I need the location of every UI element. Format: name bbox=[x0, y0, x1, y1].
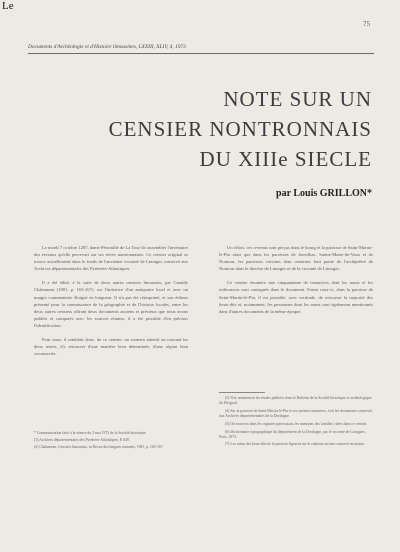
footnote-rule bbox=[219, 392, 265, 393]
left-paragraph: Pour nous, il semblait donc, de ce censier, un examen attentif en ouvrant les deux textes, d'y retrouver d'une manière bien déterminée, d'une région bien circonscrite. bbox=[34, 337, 188, 357]
right-footnotes bbox=[219, 396, 373, 450]
right-paragraph: Un effort, ces revenus sont perçus dans le bourg et la paroisse de Saint-Martin-le-Pin ainsi que dans les paroisses de Javerlhac, Sainte-Marie-de-Vaux et de Nontron, les paroisses voisines dont certaines font partie de l'archiprêtré de Nontron dans le diocèse de Limoges et de la vicomté de Limoges. bbox=[219, 245, 373, 272]
footnote: (1) Archives départementales des Pyrénées-Atlantiques, E 649. bbox=[34, 438, 130, 443]
title-line-2: CENSIER NONTRONNAIS bbox=[108, 117, 372, 141]
left-paragraph: Le mardi 7 octobre 1287, dame Pétronille de La Tour fit rassembler l'inventaire des revenus qu'elle percevait sur ses terres nontronnaises. Ce censier original se trouve actuellement dans le fonds de l'ancienne vicomté de Limoges conservé aux Archives départementales des Pyrénées-Atlantiques. bbox=[34, 245, 188, 272]
author-line: par Louis GRILLON* bbox=[276, 188, 372, 199]
footnote: (7) Les noms des lieux-dits de la paroisse figurent sur le cadastre ancien conservé en mairie. bbox=[225, 442, 366, 447]
article-title bbox=[109, 84, 372, 174]
header-rule bbox=[28, 53, 374, 54]
footnote: * Communication faite à la séance du 2 mai 1973 de la Société historique. bbox=[34, 431, 147, 435]
right-paragraph: Ce censier énumère une cinquantaine de tenanciers dont les noms et les redevances sont consignés dans le document. Parmi ceux-ci, dans la paroisse de Saint-Martin-le-Pin, il est possible, avec certitude, de retrouver la majorité des lieux-dits et, notamment, les personnes dont les noms sont également mentionnés dans d'autres documents de la même époque. bbox=[219, 280, 373, 314]
footnote: (6) Dictionnaire topographique du département de la Dordogne, par le vicomte de Gourgues, Paris, 1873. bbox=[219, 429, 366, 439]
corner-mark: Le bbox=[2, 0, 14, 12]
footnote: (3) Voir notamment les études publiées dans le Bulletin de la Société historique et archéologique du Périgord. bbox=[219, 396, 372, 406]
page-number: 75 bbox=[363, 20, 370, 28]
footnote: (2) Chabaneau, Censiers limousins, in Revue des langues romanes, 1881, p. 163-167. bbox=[34, 445, 164, 450]
title-line-3: DU XIIIe SIECLE bbox=[199, 147, 372, 171]
left-paragraph: Il a été édité, à la suite de deux autres censiers limousins, par Camille Chabaneau (1881, p. 163-167), sur l'initiative d'un antiquaire local et avec un maigre commentaire éloigné en longueur. Il n'a pas été réimprimé, et son éditeur présenté pour la connaissance de la géographie et de l'histoire locales, entre les deux autres censiers offrant deux documents anciens et précieux que nous avons publiés et comparés avec les sources réunies, il a été possible d'en préciser l'identification. bbox=[34, 280, 188, 328]
footnote: (4) Sur la paroisse de Saint-Martin-le-Pin et ses anciens tenanciers, voir les documents conservés aux Archives départementales de la Dordogne. bbox=[219, 408, 373, 419]
left-footnotes bbox=[34, 431, 188, 453]
running-header: Documents d'Archéologie et d'Histoire limousines, LXXIII, XLIV, 4, 1973 bbox=[28, 44, 186, 50]
left-column bbox=[34, 244, 188, 364]
footnote: (5) On trouvera dans les registres paroissiaux les mentions des familles citées dans ce censier. bbox=[225, 421, 368, 426]
right-column bbox=[219, 244, 373, 322]
title-line-1: NOTE SUR UN bbox=[223, 87, 372, 111]
